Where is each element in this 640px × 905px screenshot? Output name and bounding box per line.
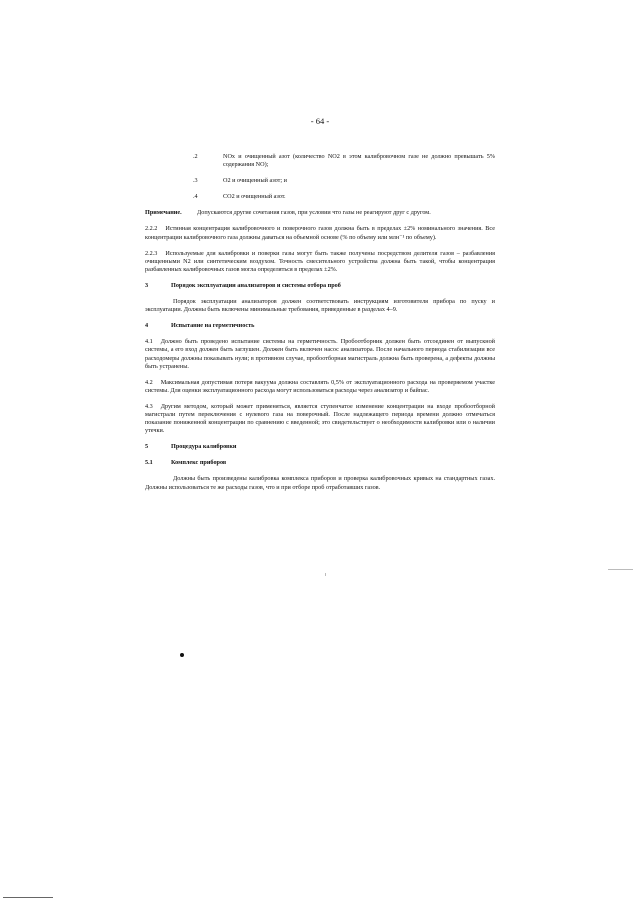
paragraph-text: Используемые для калибровки и поверки газы могут быть также получены посредством делителя газов – разбавления очищенными N2 или синтетическим воздухом. Точность смесительного устройства должна быть такой, чтобы концентрация разбавленных калибровочных газов могла определяться в пределах ±2%. xyxy=(145,249,495,273)
list-item-text: CO2 и очищенный азот. xyxy=(223,193,286,201)
list-item xyxy=(145,177,495,185)
paragraph-text: Другим методом, который может применяться, является ступенчатое изменение концентрации на входе пробоотборной магистрали путем переключения с нулевого газа на поверочный. После надлежащего периода времени должно отмечаться показание пониженной концентрации по сравнению с введенной; это свидетельствует о необходимости калибровки или о наличии утечки. xyxy=(145,402,495,435)
paragraph-number: 2.2.2 xyxy=(145,225,158,233)
paragraph-2-2-3 xyxy=(145,250,495,274)
section-title: Испытание на герметичность xyxy=(171,322,255,330)
section-title: Процедура калибровки xyxy=(171,443,237,451)
list-item xyxy=(145,193,495,201)
section-number: 5 xyxy=(145,443,149,451)
paragraph-4-3 xyxy=(145,403,495,435)
paragraph-number: 4.3 xyxy=(145,402,153,410)
list-item-number: .3 xyxy=(193,177,198,185)
paragraph-text: Должно быть проведено испытание системы на герметичность. Пробоотборник должен быть отсоединен от выпускной системы, а его вход должен быть заглушен. Должен быть включен насос анализатора. После начального периода стабилизации все расходомеры должны показывать нули; в противном случае, пробоотборная магистраль должна быть проверена, а дефекты должны быть устранены. xyxy=(145,338,495,370)
page-number: - 64 - xyxy=(310,116,330,126)
paragraph-text: Истинная концентрация калибровочного и поверочного газов должна быть в пределах ±2% номинального значения. Все концентрации калибровочного газа должны даваться на объемной основе (% по объему или млн⁻¹ по объему). xyxy=(145,225,495,241)
paragraph-2-2-2 xyxy=(145,225,495,241)
paragraph-3: Порядок эксплуатации анализаторов должен соответствовать инструкциям изготовителя прибора по пуску и эксплуатации. Должны быть включены минимальные требования, приведенные в разделах 4–9. xyxy=(145,298,495,314)
paragraph-number: 2.2.3 xyxy=(145,249,158,257)
paragraph-4-1 xyxy=(145,338,495,370)
section-title: Порядок эксплуатации анализаторов и системы отбора проб xyxy=(171,281,341,289)
scan-mark xyxy=(325,573,326,576)
section-number: 3 xyxy=(145,281,149,289)
paragraph-4-2 xyxy=(145,379,495,395)
list-item-text: NOx и очищенный азот (количество NO2 в этом калибровочном газе не должно превышать 5% содержания NO); xyxy=(223,153,495,169)
list-item-text: O2 и очищенный азот; и xyxy=(223,177,287,185)
scan-edge-line xyxy=(3,897,53,898)
paragraph-number: 4.1 xyxy=(145,338,153,346)
bullet-dot-icon xyxy=(180,653,184,657)
section-number: 5.1 xyxy=(145,459,153,467)
list-item-number: .4 xyxy=(193,193,198,201)
document-body xyxy=(145,153,495,500)
scan-mark xyxy=(608,569,633,570)
section-heading-3 xyxy=(145,282,495,290)
note-label: Примечание. xyxy=(145,209,182,217)
note-text: Допускаются другие сочетания газов, при условии что газы не реагируют друг с другом. xyxy=(197,209,431,217)
section-heading-4 xyxy=(145,322,495,330)
list-item-number: .2 xyxy=(193,153,198,160)
paragraph-5-1: Должны быть произведены калибровка комплекса приборов и проверка калибровочных кривых на стандартных газах. Должны использоваться те же расходы газов, что и при отборе проб отработавших газов. xyxy=(145,475,495,491)
section-number: 4 xyxy=(145,322,149,330)
section-title: Комплекс приборов xyxy=(171,459,227,467)
paragraph-text: Максимальная допустимая потеря вакуума должна составлять 0,5% от эксплуатационного расхода на проверяемом участке системы. Для оценки эксплуатационного расхода могут использоваться расходы через анализатор и байпас. xyxy=(145,378,495,394)
section-heading-5-1 xyxy=(145,459,495,467)
note xyxy=(145,209,495,217)
section-heading-5 xyxy=(145,443,495,451)
paragraph-number: 4.2 xyxy=(145,378,153,386)
list-item xyxy=(145,153,495,169)
